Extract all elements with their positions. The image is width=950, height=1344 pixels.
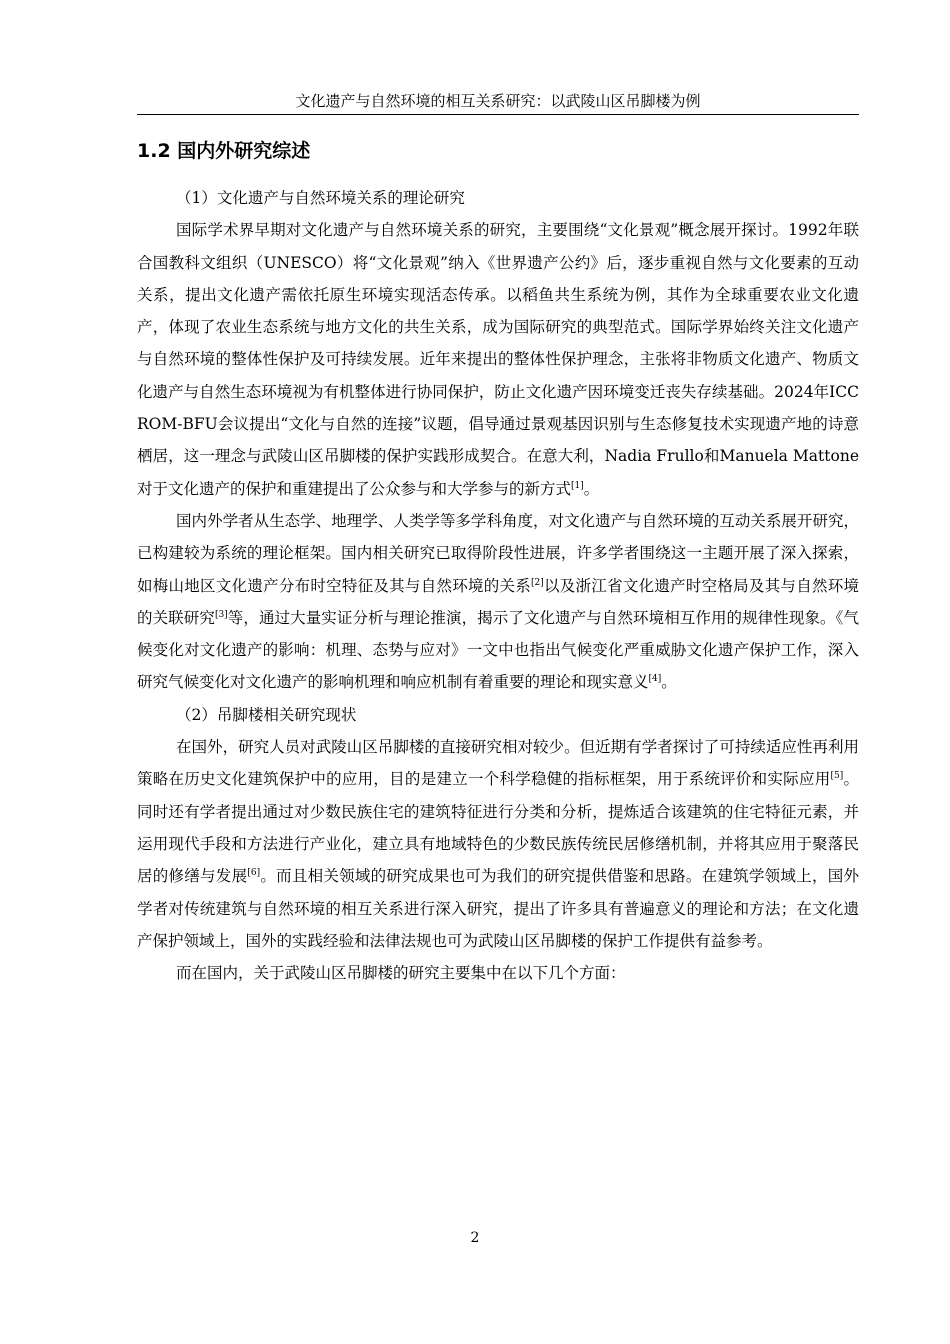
citation-ref: [1] bbox=[571, 480, 584, 491]
paragraph-text: 在国外，研究人员对武陵山区吊脚楼的直接研究相对较少。但近期有学者探讨了可持续适应性再利用策略在历史文化建筑保护中的应用，目的是建立一个科学稳健的指标框架，用于系统评价和实际应用 bbox=[137, 738, 859, 789]
page-number: 2 bbox=[470, 1230, 480, 1246]
paragraph-tail: 。 bbox=[583, 479, 600, 498]
citation-ref: [5] bbox=[830, 771, 844, 782]
body-text bbox=[137, 182, 859, 989]
citation-ref: [6] bbox=[247, 868, 261, 879]
subsection-heading-diaojiaolou: （2）吊脚楼相关研究现状 bbox=[176, 705, 357, 724]
paragraph-foreign-diaojiaolou bbox=[137, 731, 859, 957]
paragraph-text: 以及浙江省文化遗产时空格局及其与自然环境的关联研究 bbox=[137, 576, 859, 627]
subsection-heading-theory: （1）文化遗产与自然环境关系的理论研究 bbox=[176, 189, 465, 207]
paragraph-international-research bbox=[137, 214, 859, 505]
citation-ref: [3] bbox=[214, 609, 228, 620]
paragraph-text: 国内外学者从生态学、地理学、人类学等多学科角度，对文化遗产与自然环境的互动关系展开研究，已构建较为系统的理论框架。国内相关研究已取得阶段性进展，许多学者围绕这一主题开展了深入探索，如梅山地区文化遗产分布时空特征及其与自然环境的关系 bbox=[137, 511, 859, 595]
section-heading: 1.2 国内外研究综述 bbox=[137, 140, 311, 162]
paragraph-tail: 。 bbox=[661, 673, 677, 692]
paragraph-text: 而在国内，关于武陵山区吊脚楼的研究主要集中在以下几个方面： bbox=[176, 964, 626, 983]
running-header: 文化遗产与自然环境的相互关系研究：以武陵山区吊脚楼为例 bbox=[137, 88, 859, 115]
paragraph-text: 。而且相关领域的研究成果也可为我们的研究提供借鉴和思路。在建筑学领域上，国外学者对传统建筑与自然环境的相互关系进行深入研究，提出了许多具有普遍意义的理论和方法；在文化遗产保护领域上，国外的实践经验和法律法规也可为武陵山区吊脚楼的保护工作提供有益参考。 bbox=[137, 867, 859, 950]
citation-ref: [2] bbox=[531, 577, 544, 588]
paragraph-text: 等，通过大量实证分析与理论推演，揭示了文化遗产与自然环境相互作用的规律性现象。《气候变化对文化遗产的影响：机理、态势与应对》一文中也指出气候变化严重威胁文化遗产保护工作，深入研究气候变化对文化遗产的影响机理和响应机制有着重要的理论和现实意义 bbox=[137, 608, 859, 692]
paragraph-domestic-research bbox=[137, 505, 859, 699]
paragraph-text: 国际学术界早期对文化遗产与自然环境关系的研究，主要围绕“文化景观”概念展开探讨。1992年联合国教科文组织（UNESCO）将“文化景观”纳入《世界遗产公约》后，逐步重视自然与文化要素的互动关系，提出文化遗产需依托原生环境实现活态传承。以稻鱼共生系统为例，其作为全球重要农业文化遗产，体现了农业生态系统与地方文化的共生关系，成为国际研究的典型范式。国际学界始终关注文化遗产与自然环境的整体性保护及可持续发展。近年来提出的整体性保护理念，主张将非物质文化遗产、物质文化遗产与自然生态环境视为有机整体进行协同保护，防止文化遗产因环境变迁丧失存续基础。2024年ICCROM-BFU会议提出“文化与自然的连接”议题，倡导通过景观基因识别与生态修复技术实现遗产地的诗意栖居，这一理念与武陵山区吊脚楼的保护实践形成契合。在意大利，Nadia Frullo和Manuela Mattone对于文化遗产的保护和重建提出了公众参与和大学参与的新方式 bbox=[137, 221, 859, 498]
paragraph-domestic-diaojiaolou bbox=[137, 957, 859, 989]
citation-ref: [4] bbox=[648, 674, 662, 685]
paragraph-text: 。同时还有学者提出通过对少数民族住宅的建筑特征进行分类和分析，提炼适合该建筑的住宅特征元素，并运用现代手段和方法进行产业化，建立具有地域特色的少数民族传统民居修缮机制，并将其应用于聚落民居的修缮与发展 bbox=[137, 770, 859, 886]
